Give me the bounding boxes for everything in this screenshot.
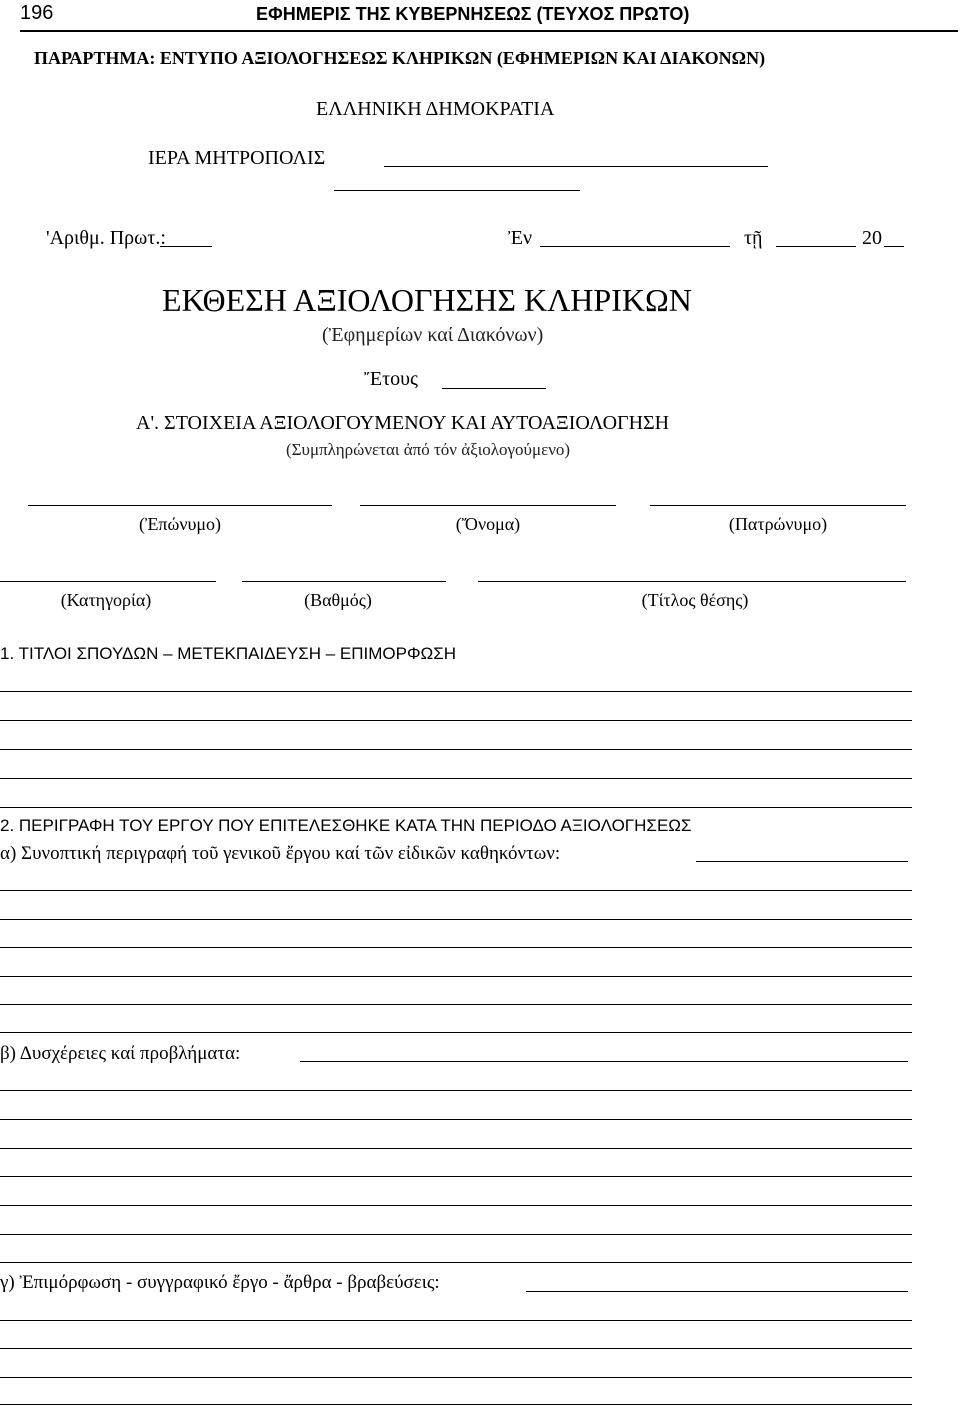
section-1-line-3[interactable] bbox=[0, 749, 912, 750]
position-title-blank[interactable] bbox=[478, 581, 906, 582]
section-1-line-2[interactable] bbox=[0, 720, 912, 721]
category-label: (Κατηγορία) bbox=[60, 590, 152, 610]
surname-label: (Ἐπώνυμο) bbox=[138, 514, 222, 534]
section-2b-line-1[interactable] bbox=[0, 1090, 912, 1091]
section-2c-line-1[interactable] bbox=[0, 1320, 912, 1321]
section-2a-line-2[interactable] bbox=[0, 919, 912, 920]
rank-blank[interactable] bbox=[242, 581, 446, 582]
position-title-label: (Τίτλος θέσης) bbox=[641, 590, 749, 610]
section-2c-line-2[interactable] bbox=[0, 1348, 912, 1349]
section-2b-line-5[interactable] bbox=[0, 1205, 912, 1206]
section-2a-line-3[interactable] bbox=[0, 947, 912, 948]
year-blank[interactable] bbox=[442, 388, 546, 389]
date-ti-label: τῇ bbox=[744, 227, 763, 249]
year-label: Ἔτους bbox=[364, 368, 418, 390]
metropolis-label: ΙΕΡΑ ΜΗΤΡΟΠΟΛΙΣ bbox=[148, 147, 326, 169]
appendix-title: ΠΑΡΑΡΤΗΜΑ: ΕΝΤΥΠΟ ΑΞΙΟΛΟΓΗΣΕΩΣ ΚΛΗΡΙΚΩΝ (ΕΦΗΜΕΡΙΩΝ ΚΑΙ ΔΙΑΚΟΝΩΝ) bbox=[34, 48, 766, 68]
section-a-note: (Συμπληρώνεται ἀπό τόν ἀξιολογούμενο) bbox=[286, 440, 571, 459]
report-title: ΕΚΘΕΣΗ ΑΞΙΟΛΟΓΗΣΗΣ ΚΛΗΡΙΚΩΝ bbox=[162, 282, 692, 318]
section-2b-line-3[interactable] bbox=[0, 1148, 912, 1149]
patronymic-label: (Πατρώνυμο) bbox=[728, 514, 828, 534]
section-2a-line-6[interactable] bbox=[0, 1032, 912, 1033]
name-label: (Ὄνομα) bbox=[455, 514, 521, 534]
section-2a-inline-blank[interactable] bbox=[696, 861, 908, 862]
section-1-title: 1. ΤΙΤΛΟΙ ΣΠΟΥΔΩΝ – ΜΕΤΕΚΠΑΙΔΕΥΣΗ – ΕΠΙΜΟΡΦΩΣΗ bbox=[0, 644, 457, 663]
section-2c-inline-blank[interactable] bbox=[526, 1291, 908, 1292]
protocol-label: 'Αριθμ. Πρωτ.: bbox=[46, 227, 166, 249]
section-2a-label: α) Συνοπτική περιγραφή τοῦ γενικοῦ ἔργου καί τῶν εἰδικῶν καθηκόντων: bbox=[0, 843, 561, 864]
section-2a-line-5[interactable] bbox=[0, 1004, 912, 1005]
section-2b-inline-blank[interactable] bbox=[300, 1061, 908, 1062]
section-2a-line-1[interactable] bbox=[0, 890, 912, 891]
section-2a-line-4[interactable] bbox=[0, 976, 912, 977]
name-blank[interactable] bbox=[360, 505, 616, 506]
date-en-label: Ἐν bbox=[508, 227, 533, 249]
section-2b-line-6[interactable] bbox=[0, 1234, 912, 1235]
section-2c-line-4[interactable] bbox=[0, 1404, 912, 1405]
rank-label: (Βαθμός) bbox=[304, 590, 372, 610]
section-1-line-1[interactable] bbox=[0, 691, 912, 692]
section-2c-line-3[interactable] bbox=[0, 1377, 912, 1378]
header-rule bbox=[20, 30, 958, 32]
section-2b-line-2[interactable] bbox=[0, 1119, 912, 1120]
page-number: 196 bbox=[20, 2, 54, 24]
date-month-blank[interactable] bbox=[776, 246, 856, 247]
section-2b-line-7[interactable] bbox=[0, 1262, 912, 1263]
gazette-title: ΕΦΗΜΕΡΙΣ ΤΗΣ ΚΥΒΕΡΝΗΣΕΩΣ (ΤΕΥΧΟΣ ΠΡΩΤΟ) bbox=[256, 4, 690, 24]
surname-blank[interactable] bbox=[28, 505, 332, 506]
date-year-prefix: 20 bbox=[862, 227, 882, 249]
republic-heading: ΕΛΛΗΝΙΚΗ ΔΗΜΟΚΡΑΤΙΑ bbox=[316, 98, 555, 120]
patronymic-blank[interactable] bbox=[650, 505, 906, 506]
date-year-blank[interactable] bbox=[884, 246, 904, 247]
section-1-line-4[interactable] bbox=[0, 778, 912, 779]
protocol-blank[interactable] bbox=[160, 246, 212, 247]
metropolis-blank[interactable] bbox=[384, 166, 768, 167]
section-2b-label: β) Δυσχέρειες καί προβλήματα: bbox=[0, 1043, 241, 1064]
report-subtitle: (Ἐφημερίων καί Διακόνων) bbox=[322, 324, 544, 346]
section-2-title: 2. ΠΕΡΙΓΡΑΦΗ ΤΟΥ ΕΡΓΟΥ ΠΟΥ ΕΠΙΤΕΛΕΣΘΗΚΕ ΚΑΤΑ ΤΗΝ ΠΕΡΙΟΔΟ ΑΞΙΟΛΟΓΗΣΕΩΣ bbox=[0, 816, 692, 835]
section-1-line-5[interactable] bbox=[0, 807, 912, 808]
section-2c-label: γ) Ἐπιμόρφωση - συγγραφικό ἔργο - ἄρθρα - βραβεύσεις: bbox=[0, 1272, 440, 1293]
metropolis-blank-2[interactable] bbox=[334, 190, 580, 191]
category-blank[interactable] bbox=[0, 581, 216, 582]
section-2b-line-4[interactable] bbox=[0, 1176, 912, 1177]
section-a-title: Α'. ΣΤΟΙΧΕΙΑ ΑΞΙΟΛΟΓΟΥΜΕΝΟΥ ΚΑΙ ΑΥΤΟΑΞΙΟΛΟΓΗΣΗ bbox=[136, 412, 670, 434]
date-day-blank[interactable] bbox=[540, 246, 730, 247]
